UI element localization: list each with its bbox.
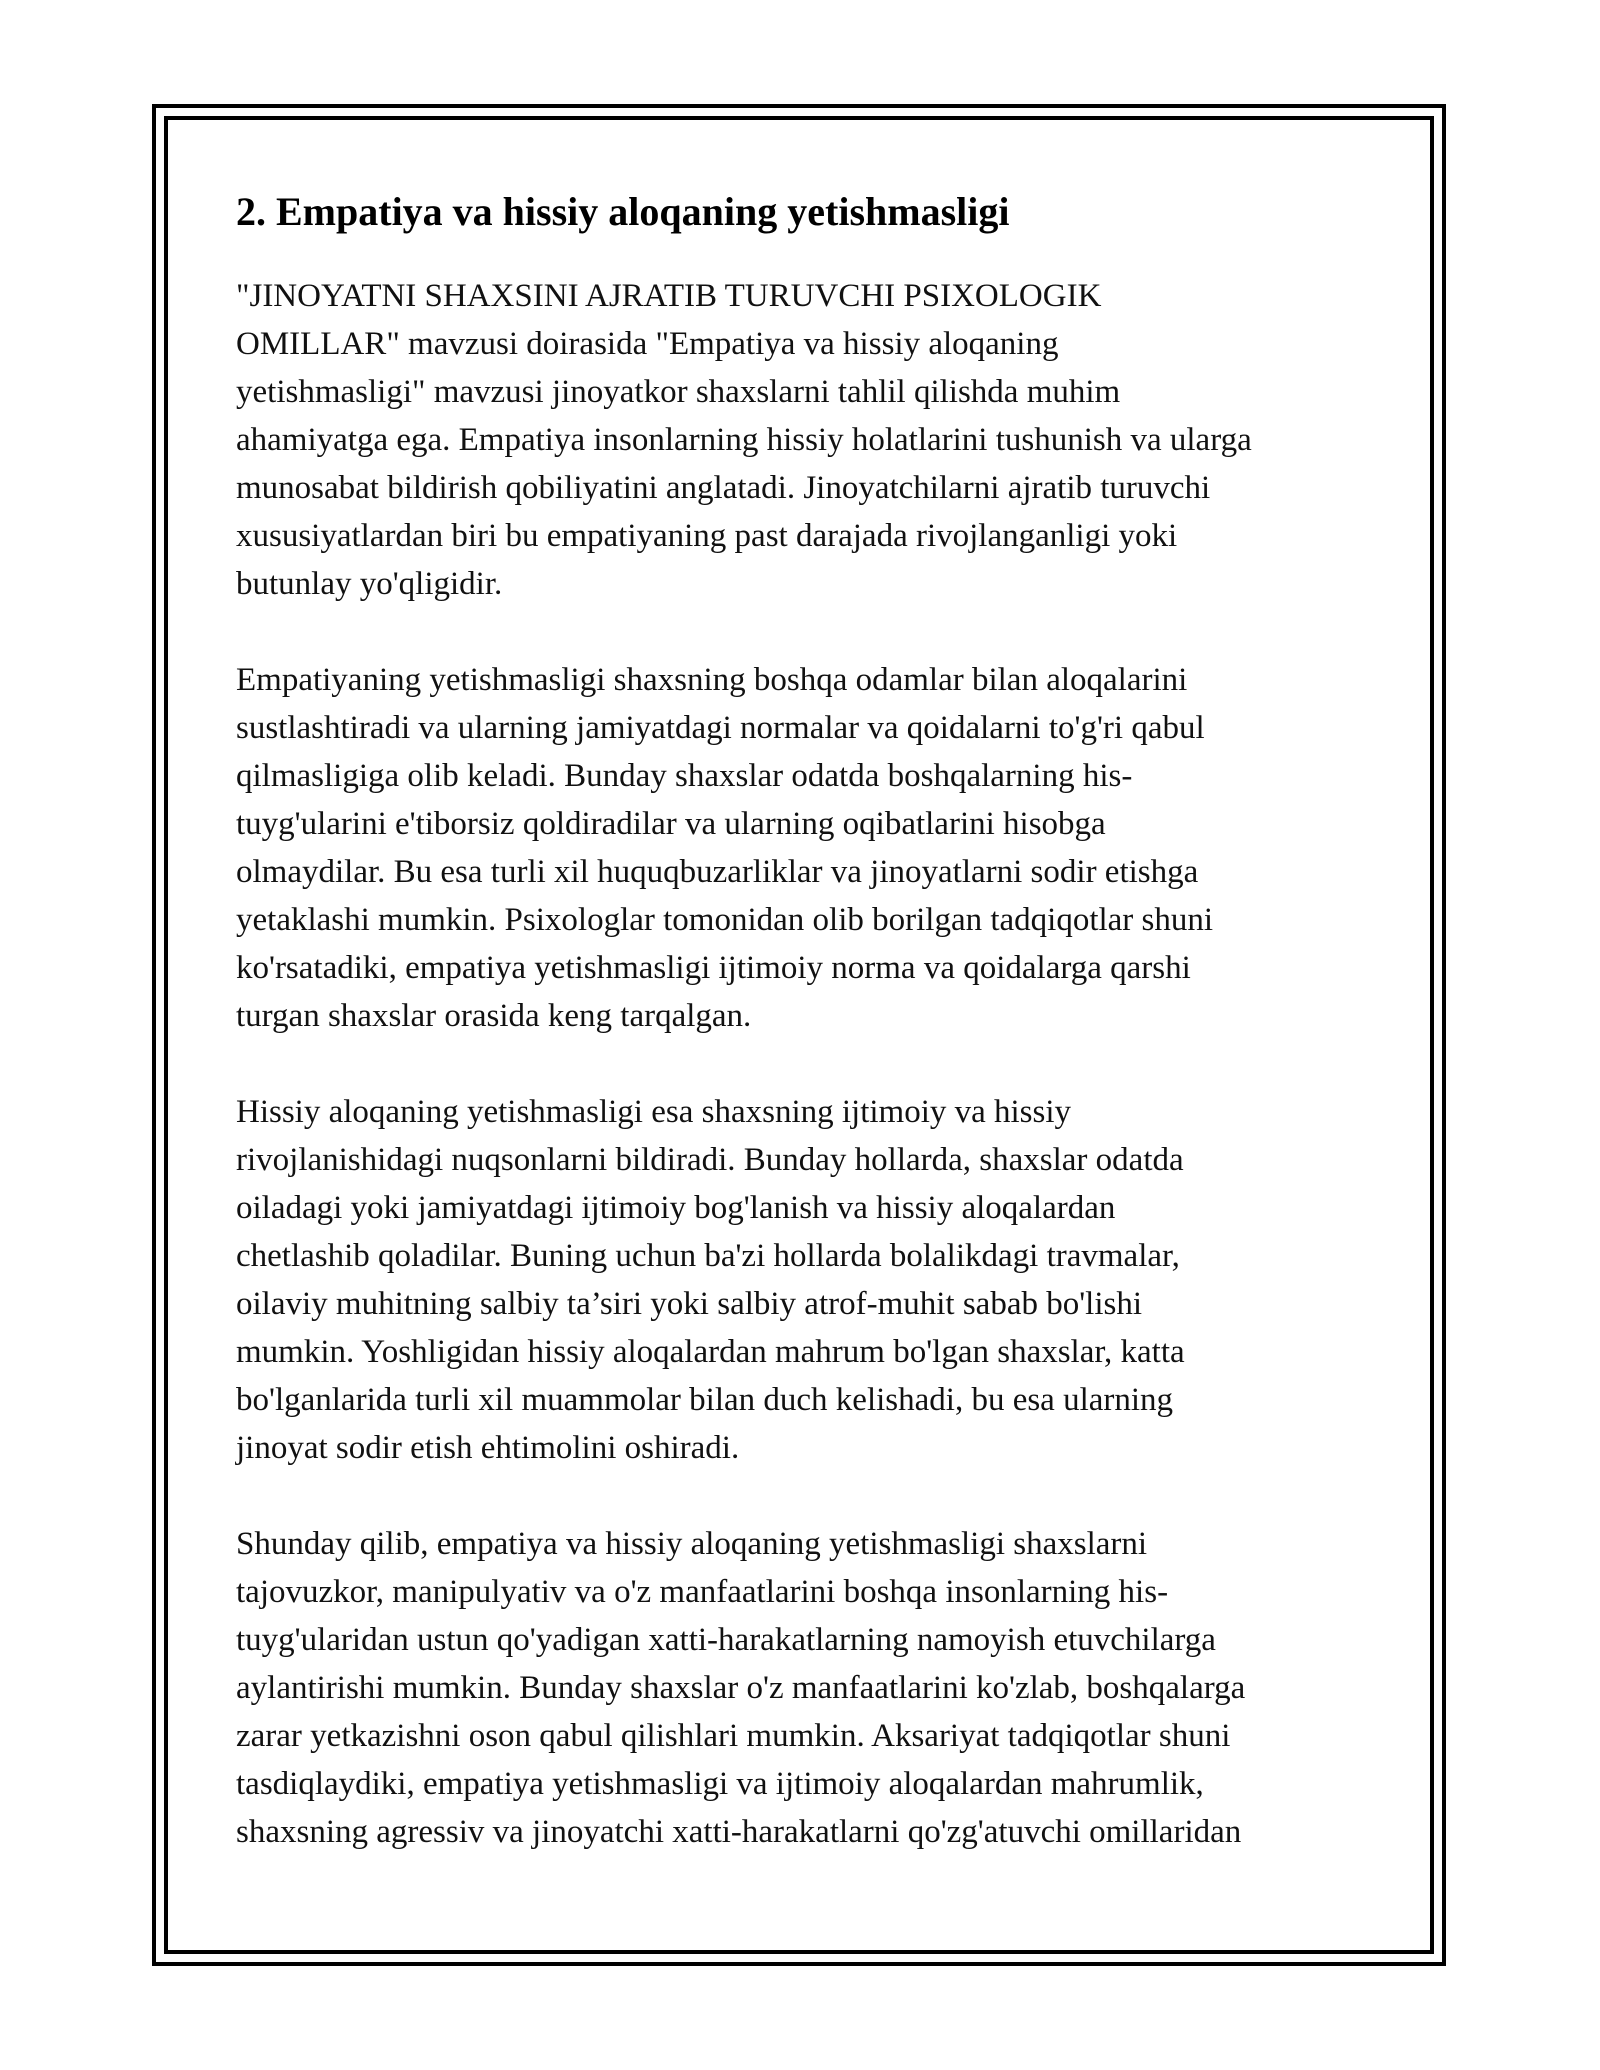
section-heading: 2. Empatiya va hissiy aloqaning yetishmasligi <box>236 189 1010 234</box>
paragraph-3: Hissiy aloqaning yetishmasligi esa shaxsning ijtimoiy va hissiy rivojlanishidagi nuqsonlarni bildiradi. Bunday hollarda, shaxslar odatda oiladagi yoki jamiyatdagi ijtimoiy bog'lanish va hissiy aloqalardan chetlashib qoladilar. Buning uchun ba'zi hollarda bolalikdagi travmalar, oilaviy muhitning salbiy ta’siri yoki salbiy atrof-muhit sabab bo'lishi mumkin. Yoshligidan hissiy aloqalardan mahrum bo'lgan shaxslar, katta bo'lganlarida turli xil muammolar bilan duch kelishadi, bu esa ularning jinoyat sodir etish ehtimolini oshiradi. <box>236 1094 1185 1466</box>
document-body <box>236 188 1376 1856</box>
paragraph-4: Shunday qilib, empatiya va hissiy aloqaning yetishmasligi shaxslarni tajovuzkor, manipulyativ va o'z manfaatlarini boshqa insonlarning his- tuyg'ularidan ustun qo'yadigan xatti-harakatlarning namoyish etuvchilarga aylantirishi mumkin. Bunday shaxslar o'z manfaatlarini ko'zlab, boshqalarga zarar yetkazishni oson qabul qilishlari mumkin. Aksariyat tadqiqotlar shuni tasdiqlaydiki, empatiya yetishmasligi va ijtimoiy aloqalardan mahrumlik, shaxsning agressiv va jinoyatchi xatti-harakatlarni qo'zg'atuvchi omillaridan <box>236 1526 1246 1850</box>
paragraph-2: Empatiyaning yetishmasligi shaxsning boshqa odamlar bilan aloqalarini sustlashtiradi va ularning jamiyatdagi normalar va qoidalarni to'g'ri qabul qilmasligiga olib keladi. Bunday shaxslar odatda boshqalarning his- tuyg'ularini e'tiborsiz qoldiradilar va ularning oqibatlarini hisobga olmaydilar. Bu esa turli xil huquqbuzarliklar va jinoyatlarni sodir etishga yetaklashi mumkin. Psixologlar tomonidan olib borilgan tadqiqotlar shuni ko'rsatadiki, empatiya yetishmasligi ijtimoiy norma va qoidalarga qarshi turgan shaxslar orasida keng tarqalgan. <box>236 662 1214 1034</box>
paragraph-1: "JINOYATNI SHAXSINI AJRATIB TURUVCHI PSIXOLOGIK OMILLAR" mavzusi doirasida "Empatiya va hissiy aloqaning yetishmasligi" mavzusi jinoyatkor shaxslarni tahlil qilishda muhim ahamiyatga ega. Empatiya insonlarning hissiy holatlarini tushunish va ularga munosabat bildirish qobiliyatini anglatadi. Jinoyatchilarni ajratib turuvchi xususiyatlardan biri bu empatiyaning past darajada rivojlanganligi yoki butunlay yo'qligidir. <box>236 278 1252 602</box>
